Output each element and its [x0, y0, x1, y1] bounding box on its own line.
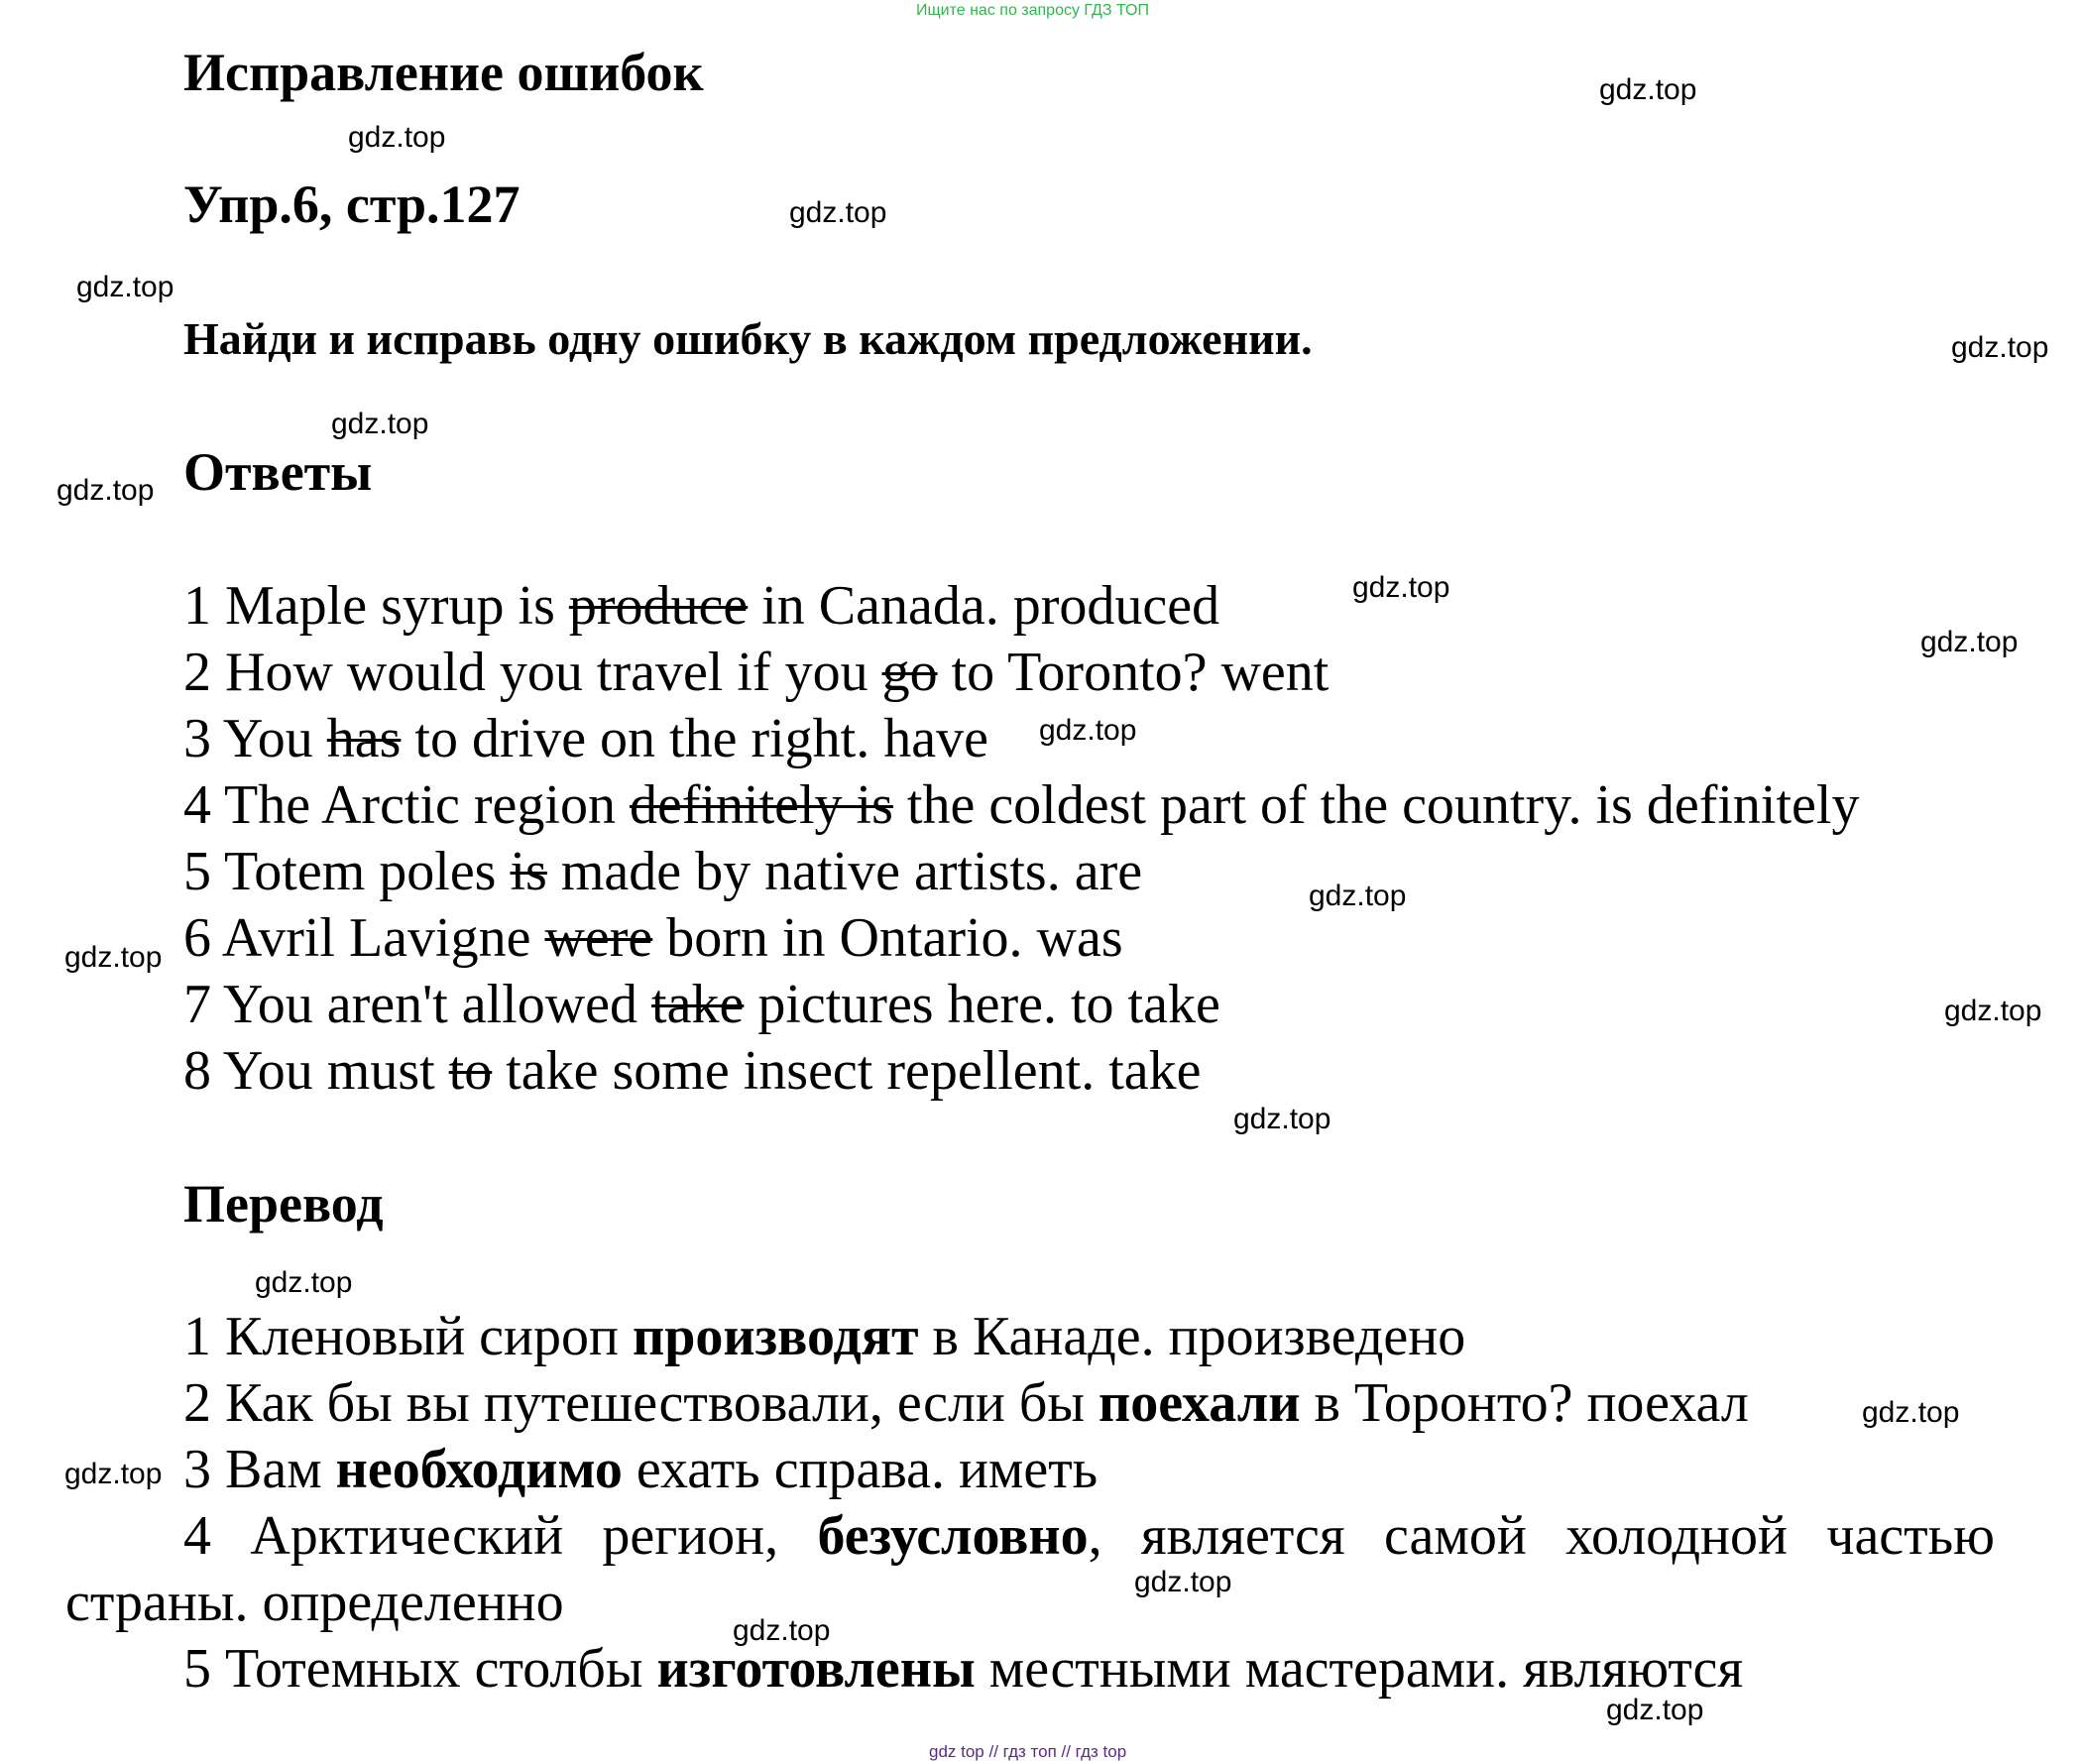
bold-word: поехали	[1099, 1372, 1301, 1434]
watermark: gdz.top	[1920, 626, 2019, 658]
correction: produced	[1012, 575, 1220, 637]
watermark: gdz.top	[1606, 1694, 1704, 1726]
watermark: gdz.top	[348, 121, 446, 154]
watermark: gdz.top	[1134, 1566, 1232, 1598]
translation-line: 3 Вам необходимо ехать справа. иметь	[183, 1439, 1099, 1500]
answer-line: 1 Maple syrup is produce in Canada. produced	[183, 575, 1220, 637]
answers-heading: Ответы	[183, 442, 373, 502]
wrong-word: produce	[568, 575, 749, 637]
bold-word: изготовлены	[656, 1638, 976, 1700]
answer-line: 7 You aren't allowed take pictures here. to take	[183, 974, 1220, 1035]
footer-note: gdz top // гдз топ // гдз top	[929, 1742, 1127, 1761]
wrong-word: has	[326, 708, 402, 769]
translation-line-continuation: страны. определенно	[65, 1572, 564, 1633]
wrong-word: take	[651, 974, 745, 1035]
watermark: gdz.top	[1309, 880, 1407, 912]
watermark: gdz.top	[1039, 714, 1137, 747]
translation-line: 2 Как бы вы путешествовали, если бы поехали в Торонто? поехал	[183, 1372, 1749, 1434]
exercise-reference: Упр.6, стр.127	[183, 175, 520, 234]
watermark: gdz.top	[57, 474, 155, 507]
watermark: gdz.top	[1862, 1396, 1960, 1429]
translation-heading: Перевод	[183, 1174, 384, 1234]
watermark: gdz.top	[1352, 571, 1450, 604]
watermark: gdz.top	[1944, 995, 2042, 1027]
task-instruction: Найди и исправь одну ошибку в каждом предложении.	[183, 313, 1313, 364]
answer-line: 2 How would you travel if you go to Toronto? went	[183, 642, 1330, 703]
watermark: gdz.top	[331, 408, 429, 440]
watermark: gdz.top	[64, 941, 163, 974]
translation-line: 1 Кленовый сироп производят в Канаде. произведено	[183, 1306, 1466, 1367]
answer-line: 8 You must to take some insect repellent. take	[183, 1040, 1202, 1102]
top-note: Ищите нас по запросу ГДЗ ТОП	[916, 2, 1149, 19]
correction: went	[1220, 642, 1330, 703]
wrong-word: to	[448, 1040, 493, 1102]
translation-line: 4 Арктический регион, безусловно, является самой холодной частью	[183, 1505, 1996, 1567]
wrong-word: go	[881, 642, 938, 703]
bold-word: безусловно	[817, 1505, 1089, 1567]
correction: take	[1108, 1040, 1202, 1102]
watermark: gdz.top	[255, 1266, 353, 1299]
bold-word: производят	[632, 1306, 919, 1367]
wrong-word: is	[510, 841, 547, 902]
translation-line: 5 Тотемных столбы изготовлены местными мастерами. являются	[183, 1638, 1744, 1700]
watermark: gdz.top	[789, 196, 887, 229]
answer-line: 5 Totem poles is made by native artists. are	[183, 841, 1143, 902]
correction: are	[1074, 841, 1143, 902]
correction: have	[883, 708, 988, 769]
answer-line: 4 The Arctic region definitely is the coldest part of the country. is definitely	[183, 774, 1860, 836]
correction: was	[1036, 907, 1123, 969]
answer-line: 6 Avril Lavigne were born in Ontario. was	[183, 907, 1123, 969]
page-title: Исправление ошибок	[183, 43, 704, 102]
watermark: gdz.top	[76, 271, 174, 303]
correction: to take	[1070, 974, 1220, 1035]
bold-word: необходимо	[335, 1439, 623, 1500]
watermark: gdz.top	[1951, 331, 2049, 364]
watermark: gdz.top	[1233, 1103, 1331, 1135]
watermark: gdz.top	[733, 1614, 831, 1647]
watermark: gdz.top	[1599, 73, 1697, 106]
answer-line: 3 You has to drive on the right. have	[183, 708, 988, 769]
wrong-word: definitely is	[629, 774, 893, 836]
watermark: gdz.top	[64, 1458, 163, 1490]
correction: is definitely	[1595, 774, 1860, 836]
wrong-word: were	[544, 907, 653, 969]
